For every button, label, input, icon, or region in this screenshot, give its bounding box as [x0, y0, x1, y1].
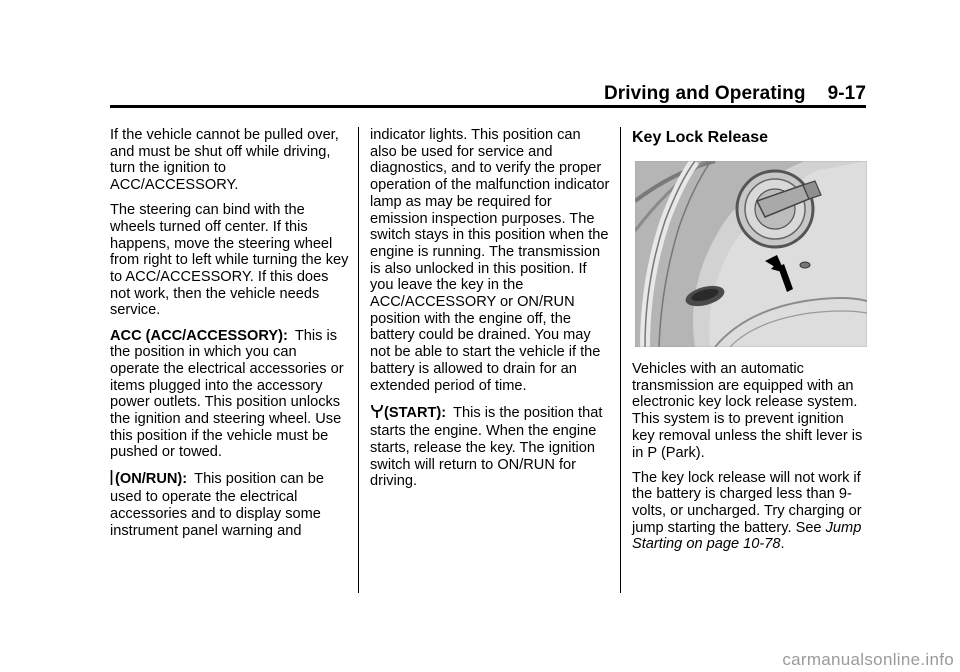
definition-start: This is the position that starts the engine. When the engine starts, release the key. The ignition switch will return to ON/RUN for driving.	[370, 404, 603, 490]
sentence-end: .	[780, 536, 785, 553]
term-acc: ACC (ACC/ACCESSORY):	[110, 327, 288, 344]
term-start: (START):	[384, 404, 447, 421]
paragraph: If the vehicle cannot be pulled over, and must be shut off while driving, turn the ignition to ACC/ACCESSORY.	[110, 127, 339, 194]
page-number: 9-17	[827, 83, 866, 104]
paragraph: indicator lights. This position can also be used for service and diagnostics, and to verify the proper operation of the malfunction indicator lamp as may be required for emission inspection purposes. The switch stays in this position when the engine is running. The transmission is also unlocked in this position. If you leave the key in the ACC/ACCESSORY or ON/RUN position with the engine off, the battery could be drained. You may not be able to start the vehicle if the battery is allowed to drain for an extended period of time.	[370, 127, 610, 394]
header-rule	[110, 105, 866, 108]
paragraph-on-run	[110, 470, 350, 540]
term-on-run: (ON/RUN):	[115, 470, 188, 487]
paragraph-acc	[110, 328, 350, 462]
key-lock-release-illustration	[635, 161, 867, 347]
column-divider-1	[358, 127, 359, 593]
definition-on-run: This position can be used to operate the electrical accessories and to display some instrument panel warning and	[110, 470, 324, 539]
battery-note: The key lock release will not work if the battery is charged less than 9-volts, or uncharged. Try charging or jump starting the battery. See	[632, 469, 862, 536]
paragraph: Vehicles with an automatic transmission are equipped with an electronic key lock release system. This system is to prevent ignition key removal unless the shift lever is in P (Park).	[632, 361, 863, 461]
section-title: Driving and Operating	[603, 83, 806, 104]
column-divider-2	[620, 127, 621, 593]
paragraph-start	[370, 403, 610, 491]
column-1	[110, 127, 350, 548]
column-2	[370, 127, 610, 499]
paragraph-battery	[632, 470, 868, 554]
cross-reference-link[interactable]: Jump Starting on page 10-78	[632, 519, 862, 553]
page-header	[604, 83, 866, 105]
column-3	[632, 127, 868, 562]
watermark: carmanualsonline.info	[782, 650, 954, 669]
definition-acc: This is the position in which you can operate the electrical accessories or items plugged into the accessory power outlets. This position unlocks the ignition and steering wheel. Use this position if the vehicle must be pushed or towed.	[110, 327, 344, 461]
start-position-icon	[370, 403, 384, 424]
paragraph: The steering can bind with the wheels turned off center. If this happens, move the steering wheel from right to left while turning the key to ACC/ACCESSORY. If this does not work, then the vehicle needs service.	[110, 202, 349, 319]
section-heading: Key Lock Release	[632, 129, 769, 146]
